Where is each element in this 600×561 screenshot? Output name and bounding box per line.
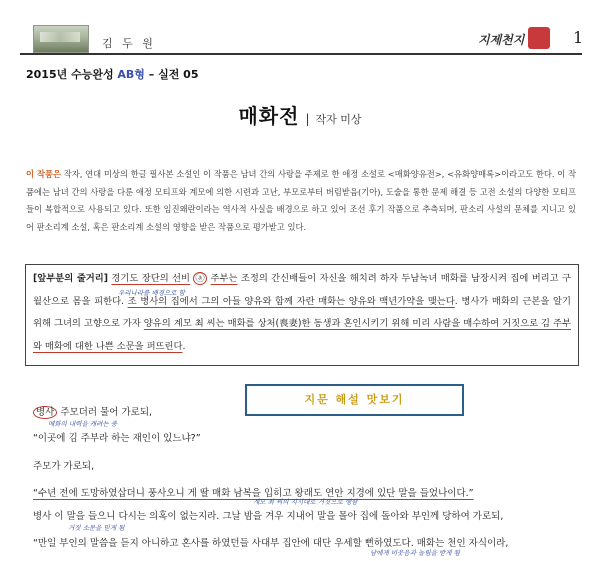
speaker-marker: 병사 — [33, 406, 57, 419]
author-name: 김 두 원 — [102, 37, 156, 50]
intro-lead: 이 작품은 — [26, 169, 62, 179]
dialogue-line-1 — [33, 404, 152, 418]
summary-underline-2: 주부는 — [210, 273, 238, 284]
summary-plain-2: . 병사가 매화의 근본을 알기 위해 그녀의 고향으로 가자 — [33, 295, 571, 329]
summary-plain-1: 조정의 간신배들이 자신을 해치려 하자 두남녹녀 매화를 남장시켜 집에 버리고 구월산으로 몸을 피한다. — [33, 273, 571, 307]
work-title: 매화전 — [238, 104, 300, 128]
summary-underline-3: 조 병사의 집에서 그의 아들 양유와 함께 자란 매화는 양유와 백년가약을 맺는다 — [127, 295, 455, 307]
exam-type: AB형 — [117, 68, 145, 81]
dialogue-line-1-rest: 주모더러 물어 가로되, — [57, 407, 153, 418]
exam-label — [26, 66, 199, 82]
brand-stamp-icon — [528, 27, 550, 49]
annotation-inquiry: 매화의 내력을 캐려는 중 — [48, 420, 117, 428]
dialogue-line-2: “이곳에 김 주부라 하는 재인이 있느냐?” — [33, 433, 201, 444]
title-block — [0, 100, 600, 129]
summary-underline-4: 양유의 계모 최 씨는 매화를 상처(喪妻)한 동생과 혼인시키기 위해 미리 사람을 매수하여 거짓으로 김 주부와 매화에 대한 나쁜 소문을 퍼뜨린다 — [33, 318, 571, 352]
summary-marker-a: ⓐ — [195, 273, 206, 284]
header-logo-image — [33, 25, 89, 53]
exam-prefix: 2015년 수능완성 — [26, 68, 118, 81]
work-author: 작자 미상 — [315, 113, 362, 126]
summary-underline-1: 경기도 장단의 선비 — [111, 273, 191, 284]
title-separator: | — [305, 112, 310, 126]
summary-label: [앞부분의 줄거리] — [33, 273, 109, 284]
exam-suffix: – 실전 05 — [144, 68, 199, 81]
dialogue-line-3: 주모가 가로되, — [33, 461, 95, 472]
dialogue-line-4: “수년 전에 도망하였삽더니 풍사오니 게 딸 매화 남복을 입히고 왕래도 연안 지경에 있단 말을 들었나이다.” — [33, 488, 474, 499]
answer-preview-button[interactable]: 지문 해설 맛보기 — [245, 384, 464, 416]
intro-text: 작자, 연대 미상의 한글 필사본 소설인 이 작품은 남녀 간의 사랑을 주제로 한 애정 소설로 <매화양유전>, <유화양매록>이라고도 한다. 이 작품에는 남녀 간의 사랑을 다룬 애정 모티프와 계모에 의한 시련과 고난, 부모로부터 버림받음(기아), 도술을 통한 문제 해결 등 고전 소설의 다양한 모티프들이 복합적으로 사용되고 있다. 또한 임진왜란이라는 역사적 사실을 배경으로 하고 있어 조선 후기 작품으로 추측되며, 판소리 사설의 문체를 지니고 있어 판소리계 소설, 혹은 판소리계 소설의 영향을 받은 작품으로 평가받고 있다. — [26, 169, 576, 232]
page-number: 1 — [573, 28, 584, 47]
header-divider — [20, 53, 582, 55]
summary-text — [33, 268, 571, 358]
annotation-background: 우리나라를 배경으로 함 — [118, 289, 185, 297]
summary-plain-3: . — [182, 340, 186, 352]
annotation-mockery: 남에게 비웃음과 놀림을 받게 됨 — [370, 549, 460, 557]
annotation-acting: 계모 최 씨의 지시대로 거짓으로 행함 — [253, 498, 358, 506]
dialogue-line-5: 병사 이 말을 들으니 다시는 의혹이 없는지라. 그날 밤을 겨우 지내어 말을 몰아 집에 돌아와 부인께 당하여 가로되, — [33, 511, 504, 522]
annotation-rumor: 거짓 소문을 믿게 됨 — [68, 524, 125, 532]
brand-logo-text: 지제천지 — [478, 33, 525, 47]
intro-paragraph — [26, 166, 576, 236]
dialogue-line-6: “만일 부인의 말씀을 듣지 아니하고 혼사를 하였던들 사대부 집안에 대단 우세할 뻔하였도다. 매화는 천인 자식이라, — [33, 538, 509, 549]
